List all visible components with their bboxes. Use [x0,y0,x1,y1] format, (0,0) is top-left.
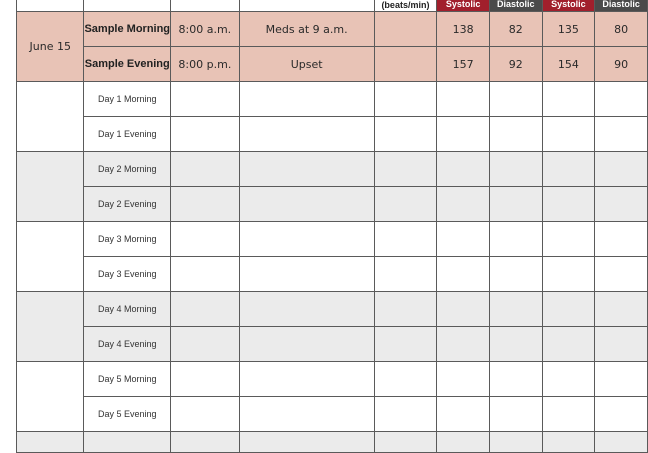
diastolic-2-cell[interactable] [595,82,648,117]
day-date-cell[interactable] [17,432,84,453]
time-cell[interactable] [171,397,240,432]
diastolic-1-cell[interactable] [489,327,542,362]
diastolic-2-cell[interactable] [595,222,648,257]
header-cell-period [84,0,171,12]
diastolic-1-cell[interactable] [489,187,542,222]
systolic-1-cell[interactable] [437,292,490,327]
diastolic-1-cell[interactable] [489,362,542,397]
rate-cell[interactable] [374,187,437,222]
sample-date: June 15 [17,12,84,82]
systolic-1-cell[interactable] [437,432,490,453]
sample-evening-systolic-1: 157 [437,47,490,82]
rate-cell[interactable] [374,222,437,257]
header-systolic-1-text: Systolic [445,0,481,9]
diastolic-1-cell[interactable] [489,292,542,327]
systolic-1-cell[interactable] [437,257,490,292]
diastolic-2-cell[interactable] [595,432,648,453]
sample-row-evening [17,47,648,82]
notes-cell[interactable] [239,292,374,327]
systolic-2-cell[interactable] [542,292,595,327]
systolic-1-cell[interactable] [437,152,490,187]
rate-cell[interactable] [374,432,437,453]
time-cell[interactable] [171,327,240,362]
day-morning-label: Day 3 Morning [84,222,171,257]
day-row [17,292,648,327]
diastolic-1-cell[interactable] [489,82,542,117]
header-cell-date [17,0,84,12]
day-row-partial [17,432,648,453]
diastolic-2-cell[interactable] [595,397,648,432]
sample-evening-diastolic-2: 90 [595,47,648,82]
sample-morning-note: Meds at 9 a.m. [239,12,374,47]
rate-cell[interactable] [374,292,437,327]
day-row [17,117,648,152]
systolic-2-cell[interactable] [542,222,595,257]
day-row [17,152,648,187]
day-date-cell[interactable] [17,82,84,152]
day-morning-label: Day 1 Morning [84,82,171,117]
rate-cell[interactable] [374,117,437,152]
sample-evening-rate [374,47,437,82]
sample-morning-time: 8:00 a.m. [171,12,240,47]
time-cell[interactable] [171,222,240,257]
diastolic-1-cell[interactable] [489,432,542,453]
systolic-2-cell[interactable] [542,117,595,152]
bp-log-table [16,0,648,453]
time-cell[interactable] [171,292,240,327]
day-row [17,257,648,292]
sample-morning-systolic-1: 138 [437,12,490,47]
systolic-2-cell[interactable] [542,327,595,362]
systolic-1-cell[interactable] [437,117,490,152]
day-row [17,397,648,432]
time-cell[interactable] [171,187,240,222]
notes-cell[interactable] [239,257,374,292]
day-morning-label: Day 4 Morning [84,292,171,327]
systolic-2-cell[interactable] [542,257,595,292]
rate-cell[interactable] [374,152,437,187]
time-cell[interactable] [171,362,240,397]
day-label-cell [84,432,171,453]
day-date-cell[interactable] [17,362,84,432]
day-row [17,222,648,257]
notes-cell[interactable] [239,432,374,453]
day-morning-label: Day 2 Morning [84,152,171,187]
systolic-1-cell[interactable] [437,187,490,222]
diastolic-1-cell[interactable] [489,257,542,292]
sample-morning-label: Sample Morning [84,12,171,47]
day-row [17,327,648,362]
rate-cell[interactable] [374,82,437,117]
header-systolic-1 [437,0,490,12]
systolic-2-cell[interactable] [542,82,595,117]
day-morning-label: Day 5 Morning [84,362,171,397]
systolic-2-cell[interactable] [542,432,595,453]
diastolic-1-cell[interactable] [489,397,542,432]
header-rate-unit-text: (beats/min) [381,0,430,10]
notes-cell[interactable] [239,82,374,117]
time-cell[interactable] [171,257,240,292]
diastolic-1-cell[interactable] [489,152,542,187]
time-cell[interactable] [171,432,240,453]
diastolic-2-cell[interactable] [595,362,648,397]
systolic-2-cell[interactable] [542,187,595,222]
notes-cell[interactable] [239,362,374,397]
sample-row-morning [17,12,648,47]
header-cell-notes [239,0,374,12]
day-date-cell[interactable] [17,222,84,292]
day-evening-label: Day 3 Evening [84,257,171,292]
day-row [17,82,648,117]
sample-morning-rate [374,12,437,47]
systolic-1-cell[interactable] [437,327,490,362]
day-evening-label: Day 1 Evening [84,117,171,152]
header-cell-time [171,0,240,12]
sample-evening-diastolic-1: 92 [489,47,542,82]
systolic-1-cell[interactable] [437,397,490,432]
rate-cell[interactable] [374,362,437,397]
sample-evening-label: Sample Evening [84,47,171,82]
notes-cell[interactable] [239,152,374,187]
diastolic-2-cell[interactable] [595,152,648,187]
notes-cell[interactable] [239,187,374,222]
sample-evening-systolic-2: 154 [542,47,595,82]
day-row [17,362,648,397]
header-diastolic-2-text: Diastolic [602,0,640,9]
diastolic-2-cell[interactable] [595,257,648,292]
day-evening-label: Day 4 Evening [84,327,171,362]
sample-morning-diastolic-2: 80 [595,12,648,47]
systolic-1-cell[interactable] [437,222,490,257]
diastolic-1-cell[interactable] [489,222,542,257]
header-diastolic-1-text: Diastolic [497,0,535,9]
sample-evening-note: Upset [239,47,374,82]
notes-cell[interactable] [239,397,374,432]
day-date-cell[interactable] [17,152,84,222]
rate-cell[interactable] [374,327,437,362]
header-row [17,0,648,12]
day-row [17,187,648,222]
day-evening-label: Day 2 Evening [84,187,171,222]
diastolic-2-cell[interactable] [595,187,648,222]
systolic-1-cell[interactable] [437,362,490,397]
notes-cell[interactable] [239,327,374,362]
notes-cell[interactable] [239,117,374,152]
sample-morning-diastolic-1: 82 [489,12,542,47]
rate-cell[interactable] [374,257,437,292]
sample-morning-systolic-2: 135 [542,12,595,47]
systolic-2-cell[interactable] [542,362,595,397]
header-rate-unit [374,0,437,12]
time-cell[interactable] [171,82,240,117]
notes-cell[interactable] [239,222,374,257]
time-cell[interactable] [171,117,240,152]
header-diastolic-1 [489,0,542,12]
diastolic-1-cell[interactable] [489,117,542,152]
diastolic-2-cell[interactable] [595,292,648,327]
header-diastolic-2 [595,0,648,12]
day-evening-label: Day 5 Evening [84,397,171,432]
rate-cell[interactable] [374,397,437,432]
time-cell[interactable] [171,152,240,187]
header-systolic-2 [542,0,595,12]
systolic-1-cell[interactable] [437,82,490,117]
systolic-2-cell[interactable] [542,397,595,432]
sample-evening-time: 8:00 p.m. [171,47,240,82]
diastolic-2-cell[interactable] [595,327,648,362]
diastolic-2-cell[interactable] [595,117,648,152]
systolic-2-cell[interactable] [542,152,595,187]
header-systolic-2-text: Systolic [551,0,586,9]
day-date-cell[interactable] [17,292,84,362]
